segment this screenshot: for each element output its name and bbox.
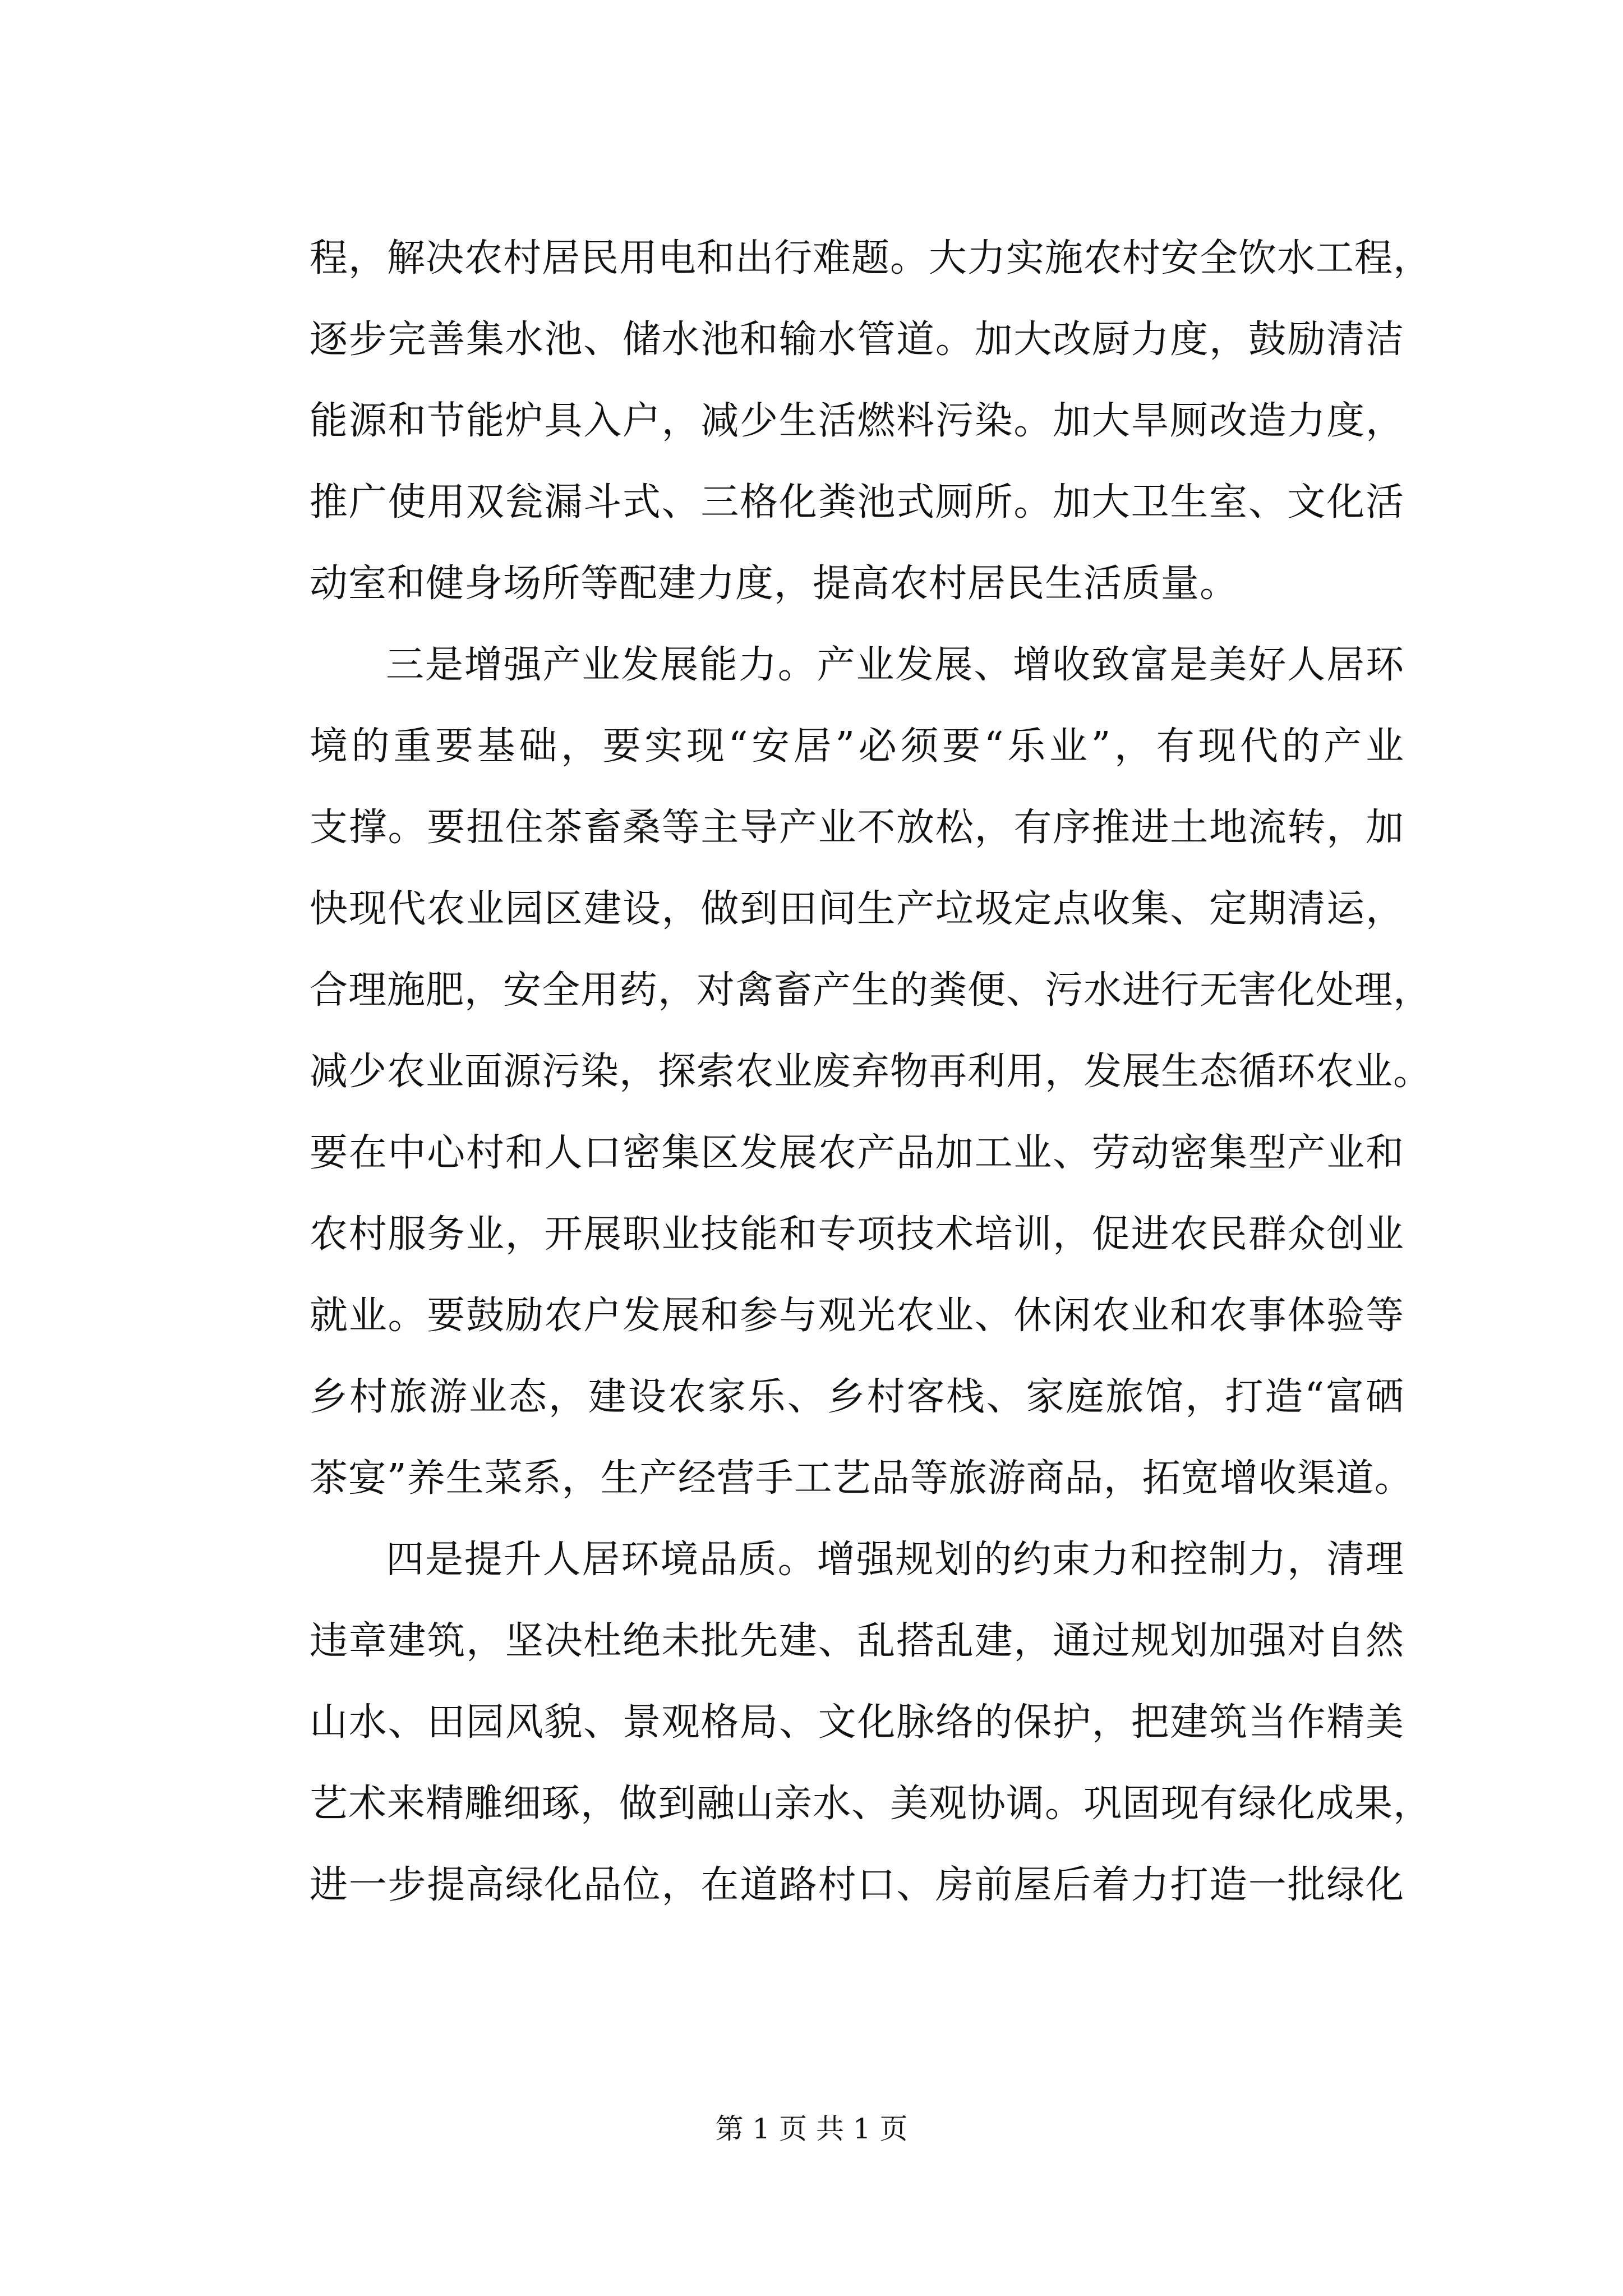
text-line: 违章建筑，坚决杜绝未批先建、乱搭乱建，通过规划加强对自然: [310, 1619, 1404, 1663]
paragraph-first-line: 四是提升人居环境品质。增强规划的约束力和控制力，清理: [386, 1538, 1404, 1582]
text-line: 境的重要基础，要实现“安居”必须要“乐业”，有现代的产业: [310, 724, 1404, 769]
text-line: 茶宴”养生菜系，生产经营手工艺品等旅游商品，拓宽增收渠道。: [310, 1456, 1413, 1501]
page-number-footer: 第 1 页 共 1 页: [715, 2113, 908, 2145]
text-line: 推广使用双瓮漏斗式、三格化粪池式厕所。加大卫生室、文化活: [310, 480, 1404, 524]
text-line: 要在中心村和人口密集区发展农产品加工业、劳动密集型产业和: [310, 1131, 1404, 1175]
text-line: 程，解决农村居民用电和出行难题。大力实施农村安全饮水工程，: [310, 236, 1432, 280]
text-line: 快现代农业园区建设，做到田间生产垃圾定点收集、定期清运，: [310, 887, 1404, 931]
text-line: 山水、田园风貌、景观格局、文化脉络的保护，把建筑当作精美: [310, 1700, 1404, 1745]
text-line: 支撑。要扭住茶畜桑等主导产业不放松，有序推进土地流转，加: [310, 806, 1404, 850]
text-line: 能源和节能炉具入户，减少生活燃料污染。加大旱厕改造力度，: [310, 399, 1404, 443]
text-line: 减少农业面源污染，探索农业废弃物再利用，发展生态循环农业。: [310, 1050, 1432, 1094]
text-line: 乡村旅游业态，建设农家乐、乡村客栈、家庭旅馆，打造“富硒: [310, 1375, 1404, 1419]
text-line: 进一步提高绿化品位，在道路村口、房前屋后着力打造一批绿化: [310, 1863, 1404, 1907]
document-body: [310, 218, 1432, 1926]
text-line: 动室和健身场所等配建力度，提高农村居民生活质量。: [310, 562, 1239, 606]
text-line: 逐步完善集水池、储水池和输水管道。加大改厨力度，鼓励清洁: [310, 318, 1404, 362]
text-line: 农村服务业，开展职业技能和专项技术培训，促进农民群众创业: [310, 1212, 1404, 1257]
text-line: 合理施肥，安全用药，对禽畜产生的粪便、污水进行无害化处理，: [310, 968, 1432, 1013]
text-line: 就业。要鼓励农户发展和参与观光农业、休闲农业和农事体验等: [310, 1294, 1404, 1338]
paragraph-first-line: 三是增强产业发展能力。产业发展、增收致富是美好人居环: [386, 643, 1404, 687]
text-line: 艺术来精雕细琢，做到融山亲水、美观协调。巩固现有绿化成果，: [310, 1782, 1432, 1826]
